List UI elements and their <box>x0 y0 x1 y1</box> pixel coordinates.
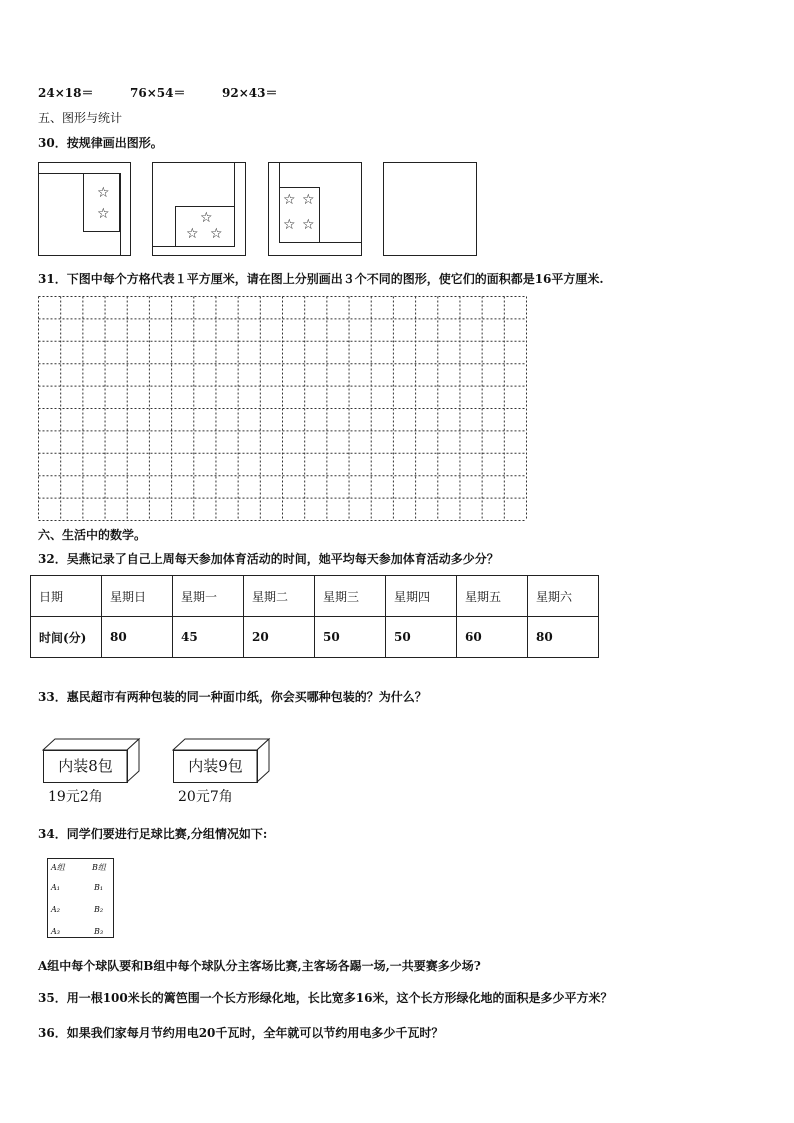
star-rect <box>175 206 235 247</box>
group-a-item: A₃ <box>51 927 60 936</box>
q31-text: 31．下图中每个方格代表１平方厘米，请在图上分别画出３个不同的图形，使它们的面积都是16平方厘米. <box>38 272 604 286</box>
pattern-panel-1 <box>38 162 131 256</box>
q36-text: 36．如果我们家每月节约用电20千瓦时，全年就可以节约用电多少千瓦时？ <box>38 1026 444 1040</box>
q35-text: 35．用一根100米长的篱笆围一个长方形绿化地，长比宽多16米，这个长方形绿化地的面积是多少平方米？ <box>38 991 613 1005</box>
group-table <box>47 858 114 938</box>
q33-text: 33．惠民超市有两种包装的同一种面巾纸，你会买哪种包装的？为什么？ <box>38 690 427 704</box>
star-icon: ☆ <box>302 192 315 208</box>
table-cell: 星期六 <box>528 576 599 617</box>
table-cell: 时间(分) <box>31 617 102 658</box>
table-cell: 星期二 <box>244 576 315 617</box>
table-cell: 80 <box>102 617 173 658</box>
arith-item-3: 92×43＝ <box>222 86 278 100</box>
table-cell: 星期一 <box>173 576 244 617</box>
group-b-item: B₁ <box>94 883 104 892</box>
table-cell: 80 <box>528 617 599 658</box>
activity-time-table <box>30 575 599 658</box>
table-cell: 50 <box>315 617 386 658</box>
table-cell: 星期日 <box>102 576 173 617</box>
pattern-panel-3 <box>268 162 362 256</box>
table-row <box>31 617 599 658</box>
star-rect <box>279 187 320 243</box>
q34-question: A组中每个球队要和B组中每个球队分主客场比赛,主客场各踢一场,一共要赛多少场? <box>38 959 481 973</box>
star-icon: ☆ <box>200 210 213 226</box>
arith-item-2: 76×54＝ <box>130 86 186 100</box>
group-b-item: B₂ <box>94 905 104 914</box>
star-icon: ☆ <box>186 226 199 242</box>
package-price-1: 19元2角 <box>48 789 103 805</box>
arith-item-1: 24×18＝ <box>38 86 94 100</box>
table-cell: 星期四 <box>386 576 457 617</box>
group-b-header: B组 <box>92 863 106 872</box>
panel-inner-line <box>120 173 121 255</box>
q32-text: 32．吴燕记录了自己上周每天参加体育活动的时间，她平均每天参加体育活动多少分？ <box>38 552 499 566</box>
star-rect <box>83 173 120 232</box>
package-label-2: 内装9包 <box>173 750 258 783</box>
star-icon: ☆ <box>97 185 110 201</box>
group-a-item: A₁ <box>51 883 60 892</box>
q30-text: 30．按规律画出图形。 <box>38 136 163 150</box>
star-icon: ☆ <box>283 217 296 233</box>
square-grid[interactable] <box>38 296 527 521</box>
section5-title: 五、图形与统计 <box>38 111 123 125</box>
q34-text: 34．同学们要进行足球比赛,分组情况如下: <box>38 827 268 841</box>
group-a-header: A组 <box>51 863 65 872</box>
table-cell: 50 <box>386 617 457 658</box>
pattern-panel-empty[interactable] <box>383 162 477 256</box>
table-cell: 日期 <box>31 576 102 617</box>
table-row <box>31 576 599 617</box>
package-label-1: 内装8包 <box>43 750 128 783</box>
pattern-panel-2 <box>152 162 246 256</box>
star-icon: ☆ <box>302 217 315 233</box>
star-icon: ☆ <box>97 206 110 222</box>
star-icon: ☆ <box>283 192 296 208</box>
table-cell: 45 <box>173 617 244 658</box>
group-b-item: B₃ <box>94 927 104 936</box>
group-a-item: A₂ <box>51 905 60 914</box>
table-cell: 60 <box>457 617 528 658</box>
table-cell: 星期三 <box>315 576 386 617</box>
table-cell: 20 <box>244 617 315 658</box>
section6-title: 六、生活中的数学。 <box>38 528 147 542</box>
star-icon: ☆ <box>210 226 223 242</box>
package-price-2: 20元7角 <box>178 789 233 805</box>
table-cell: 星期五 <box>457 576 528 617</box>
